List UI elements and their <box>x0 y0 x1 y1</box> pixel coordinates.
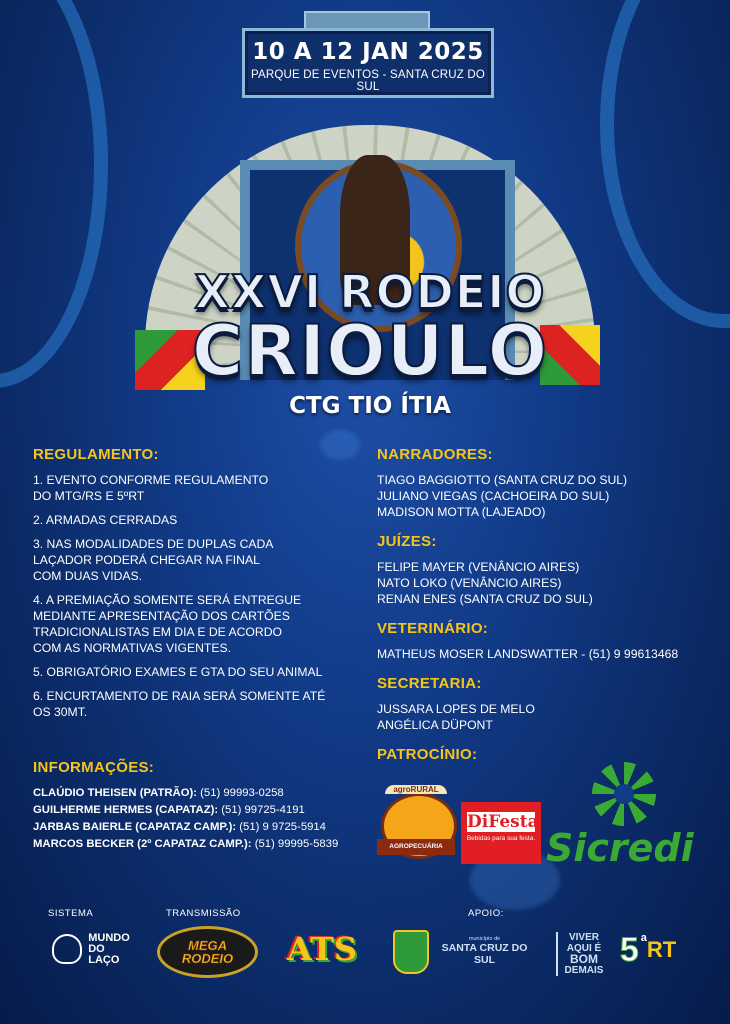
regulamento-item <box>33 472 353 504</box>
vab-line: BOM <box>570 952 598 966</box>
5rt-logo <box>616 926 680 974</box>
do-word: DO <box>88 942 105 955</box>
contact-phone: (51) 9 9725-5914 <box>239 821 326 833</box>
contact-phone: (51) 99725-4191 <box>221 804 305 816</box>
difesta-logo <box>461 802 541 864</box>
list-item: TIAGO BAGGIOTTO (SANTA CRUZ DO SUL) <box>377 473 628 487</box>
secretaria-heading: SECRETARIA: <box>377 675 482 692</box>
regulamento-line: LAÇADOR PODERÁ CHEGAR NA FINAL <box>33 553 260 567</box>
contact-name: MARCOS BECKER (2º CAPATAZ CAMP.): <box>33 838 252 850</box>
sicredi-logo: Sicredi <box>546 826 694 870</box>
informacoes-heading: INFORMAÇÕES: <box>33 759 155 776</box>
scs-small-text: município de <box>468 936 501 942</box>
regulamento-line: 4. A PREMIAÇÃO SOMENTE SERÁ ENTREGUE <box>33 593 302 607</box>
regulamento-item <box>33 536 353 584</box>
rope-decoration-left <box>0 0 108 388</box>
veterinario-list <box>377 646 717 662</box>
agrorural-top-text: agroRURAL <box>385 785 447 794</box>
regulamento-item <box>33 592 353 656</box>
agrorural-ribbon-text: AGROPECUÁRIA <box>377 839 455 855</box>
mundo-do-laco-logo <box>50 920 132 978</box>
agrorural-logo <box>377 785 455 867</box>
regulamento-line: COM AS NORMATIVAS VIGENTES. <box>33 641 231 655</box>
list-item: MADISON MOTTA (LAJEADO) <box>377 505 546 519</box>
difesta-name: DiFesta <box>467 812 539 832</box>
narradores-list <box>377 472 717 520</box>
list-item: JUSSARA LOPES DE MELO <box>377 702 535 716</box>
list-item: JULIANO VIEGAS (CACHOEIRA DO SUL) <box>377 489 610 503</box>
viver-aqui-bom-demais-logo <box>556 932 604 976</box>
mega-rodeio-logo <box>157 926 258 978</box>
secretaria-list <box>377 701 717 733</box>
contact-phone: (51) 99993-0258 <box>200 787 284 799</box>
rope-decoration-right <box>600 0 730 328</box>
rt-superscript: a <box>640 932 647 944</box>
sistema-label: SISTEMA <box>48 908 94 919</box>
regulamento-line: 3. NAS MODALIDADES DE DUPLAS CADA <box>33 537 274 551</box>
veterinario-heading: VETERINÁRIO: <box>377 620 489 637</box>
list-item: MATHEUS MOSER LANDSWATTER - (51) 9 99613468 <box>377 647 679 661</box>
list-item: ANGÉLICA DÜPONT <box>377 718 493 732</box>
organizer-name: CTG TIO ÍTIA <box>289 393 451 419</box>
municipal-coat-of-arms-icon <box>393 930 429 974</box>
regulamento-line: TRADICIONALISTAS EM DIA E DE ACORDO <box>33 625 282 639</box>
patrocinio-heading: PATROCÍNIO: <box>377 746 478 763</box>
contact-name: GUILHERME HERMES (CAPATAZ): <box>33 804 219 816</box>
title-line-2: CRIOULO <box>191 310 549 392</box>
list-item: NATO LOKO (VENÂNCIO AIRES) <box>377 576 562 590</box>
regulamento-line: OS 30MT. <box>33 705 88 719</box>
regulamento-list <box>33 472 353 720</box>
list-item: FELIPE MAYER (VENÂNCIO AIRES) <box>377 560 580 574</box>
regulamento-line: 2. ARMADAS CERRADAS <box>33 513 178 527</box>
ats-logo: ATS <box>287 930 357 968</box>
title-line-1: XXVI RODEIO <box>194 265 546 319</box>
rt-number: 5 <box>619 930 639 969</box>
contact-row <box>33 819 353 836</box>
transmissao-label: TRANSMISSÃO <box>166 908 241 919</box>
vab-line: VIVER <box>568 932 599 943</box>
right-column <box>377 447 717 772</box>
informacoes-list <box>33 785 353 853</box>
contact-name: JARBAS BAIERLE (CAPATAZ CAMP.): <box>33 821 237 833</box>
rodeio-word: RODEIO <box>181 951 234 966</box>
contact-name: CLAÚDIO THEISEN (PATRÃO): <box>33 787 198 799</box>
apoio-label: APOIO: <box>468 908 504 919</box>
event-venue: PARQUE DE EVENTOS - SANTA CRUZ DO SUL <box>250 69 486 93</box>
scs-name: SANTA CRUZ DO SUL <box>441 942 528 966</box>
list-item: RENAN ENES (SANTA CRUZ DO SUL) <box>377 592 593 606</box>
regulamento-item <box>33 688 353 720</box>
regulamento-line: COM DUAS VIDAS. <box>33 569 143 583</box>
regulamento-line: 1. EVENTO CONFORME REGULAMENTO <box>33 473 269 487</box>
juizes-list <box>377 559 717 607</box>
difesta-tagline: Bebidas para sua festa. <box>466 835 536 842</box>
regulamento-heading: REGULAMENTO: <box>33 446 159 463</box>
mundo-word: MUNDO <box>88 931 130 944</box>
date-box <box>242 28 494 98</box>
event-date: 10 A 12 JAN 2025 <box>252 39 484 65</box>
contact-row <box>33 802 353 819</box>
left-column <box>33 447 353 853</box>
mega-word: MEGA <box>187 938 227 953</box>
cow-icon <box>52 934 82 964</box>
vab-line: DEMAIS <box>564 965 604 976</box>
narradores-heading: NARRADORES: <box>377 446 493 463</box>
contact-row <box>33 785 353 802</box>
contact-phone: (51) 99995-5839 <box>254 838 339 850</box>
hero-artwork <box>135 105 605 425</box>
contact-row <box>33 836 353 853</box>
santa-cruz-logo <box>432 936 537 966</box>
regulamento-line: 5. OBRIGATÓRIO EXAMES E GTA DO SEU ANIMAL <box>33 665 323 679</box>
laco-word: LAÇO <box>88 953 120 966</box>
regulamento-line: DO MTG/RS E 5ºRT <box>33 489 145 503</box>
vab-line: AQUI É <box>566 943 602 954</box>
regulamento-item <box>33 664 353 680</box>
regulamento-item <box>33 512 353 528</box>
regulamento-line: 6. ENCURTAMENTO DE RAIA SERÁ SOMENTE ATÉ <box>33 689 326 703</box>
regulamento-line: MEDIANTE APRESENTAÇÃO DOS CARTÕES <box>33 609 290 623</box>
rt-text: RT <box>646 937 677 962</box>
juizes-heading: JUÍZES: <box>377 533 437 550</box>
sicredi-icon <box>592 762 656 826</box>
